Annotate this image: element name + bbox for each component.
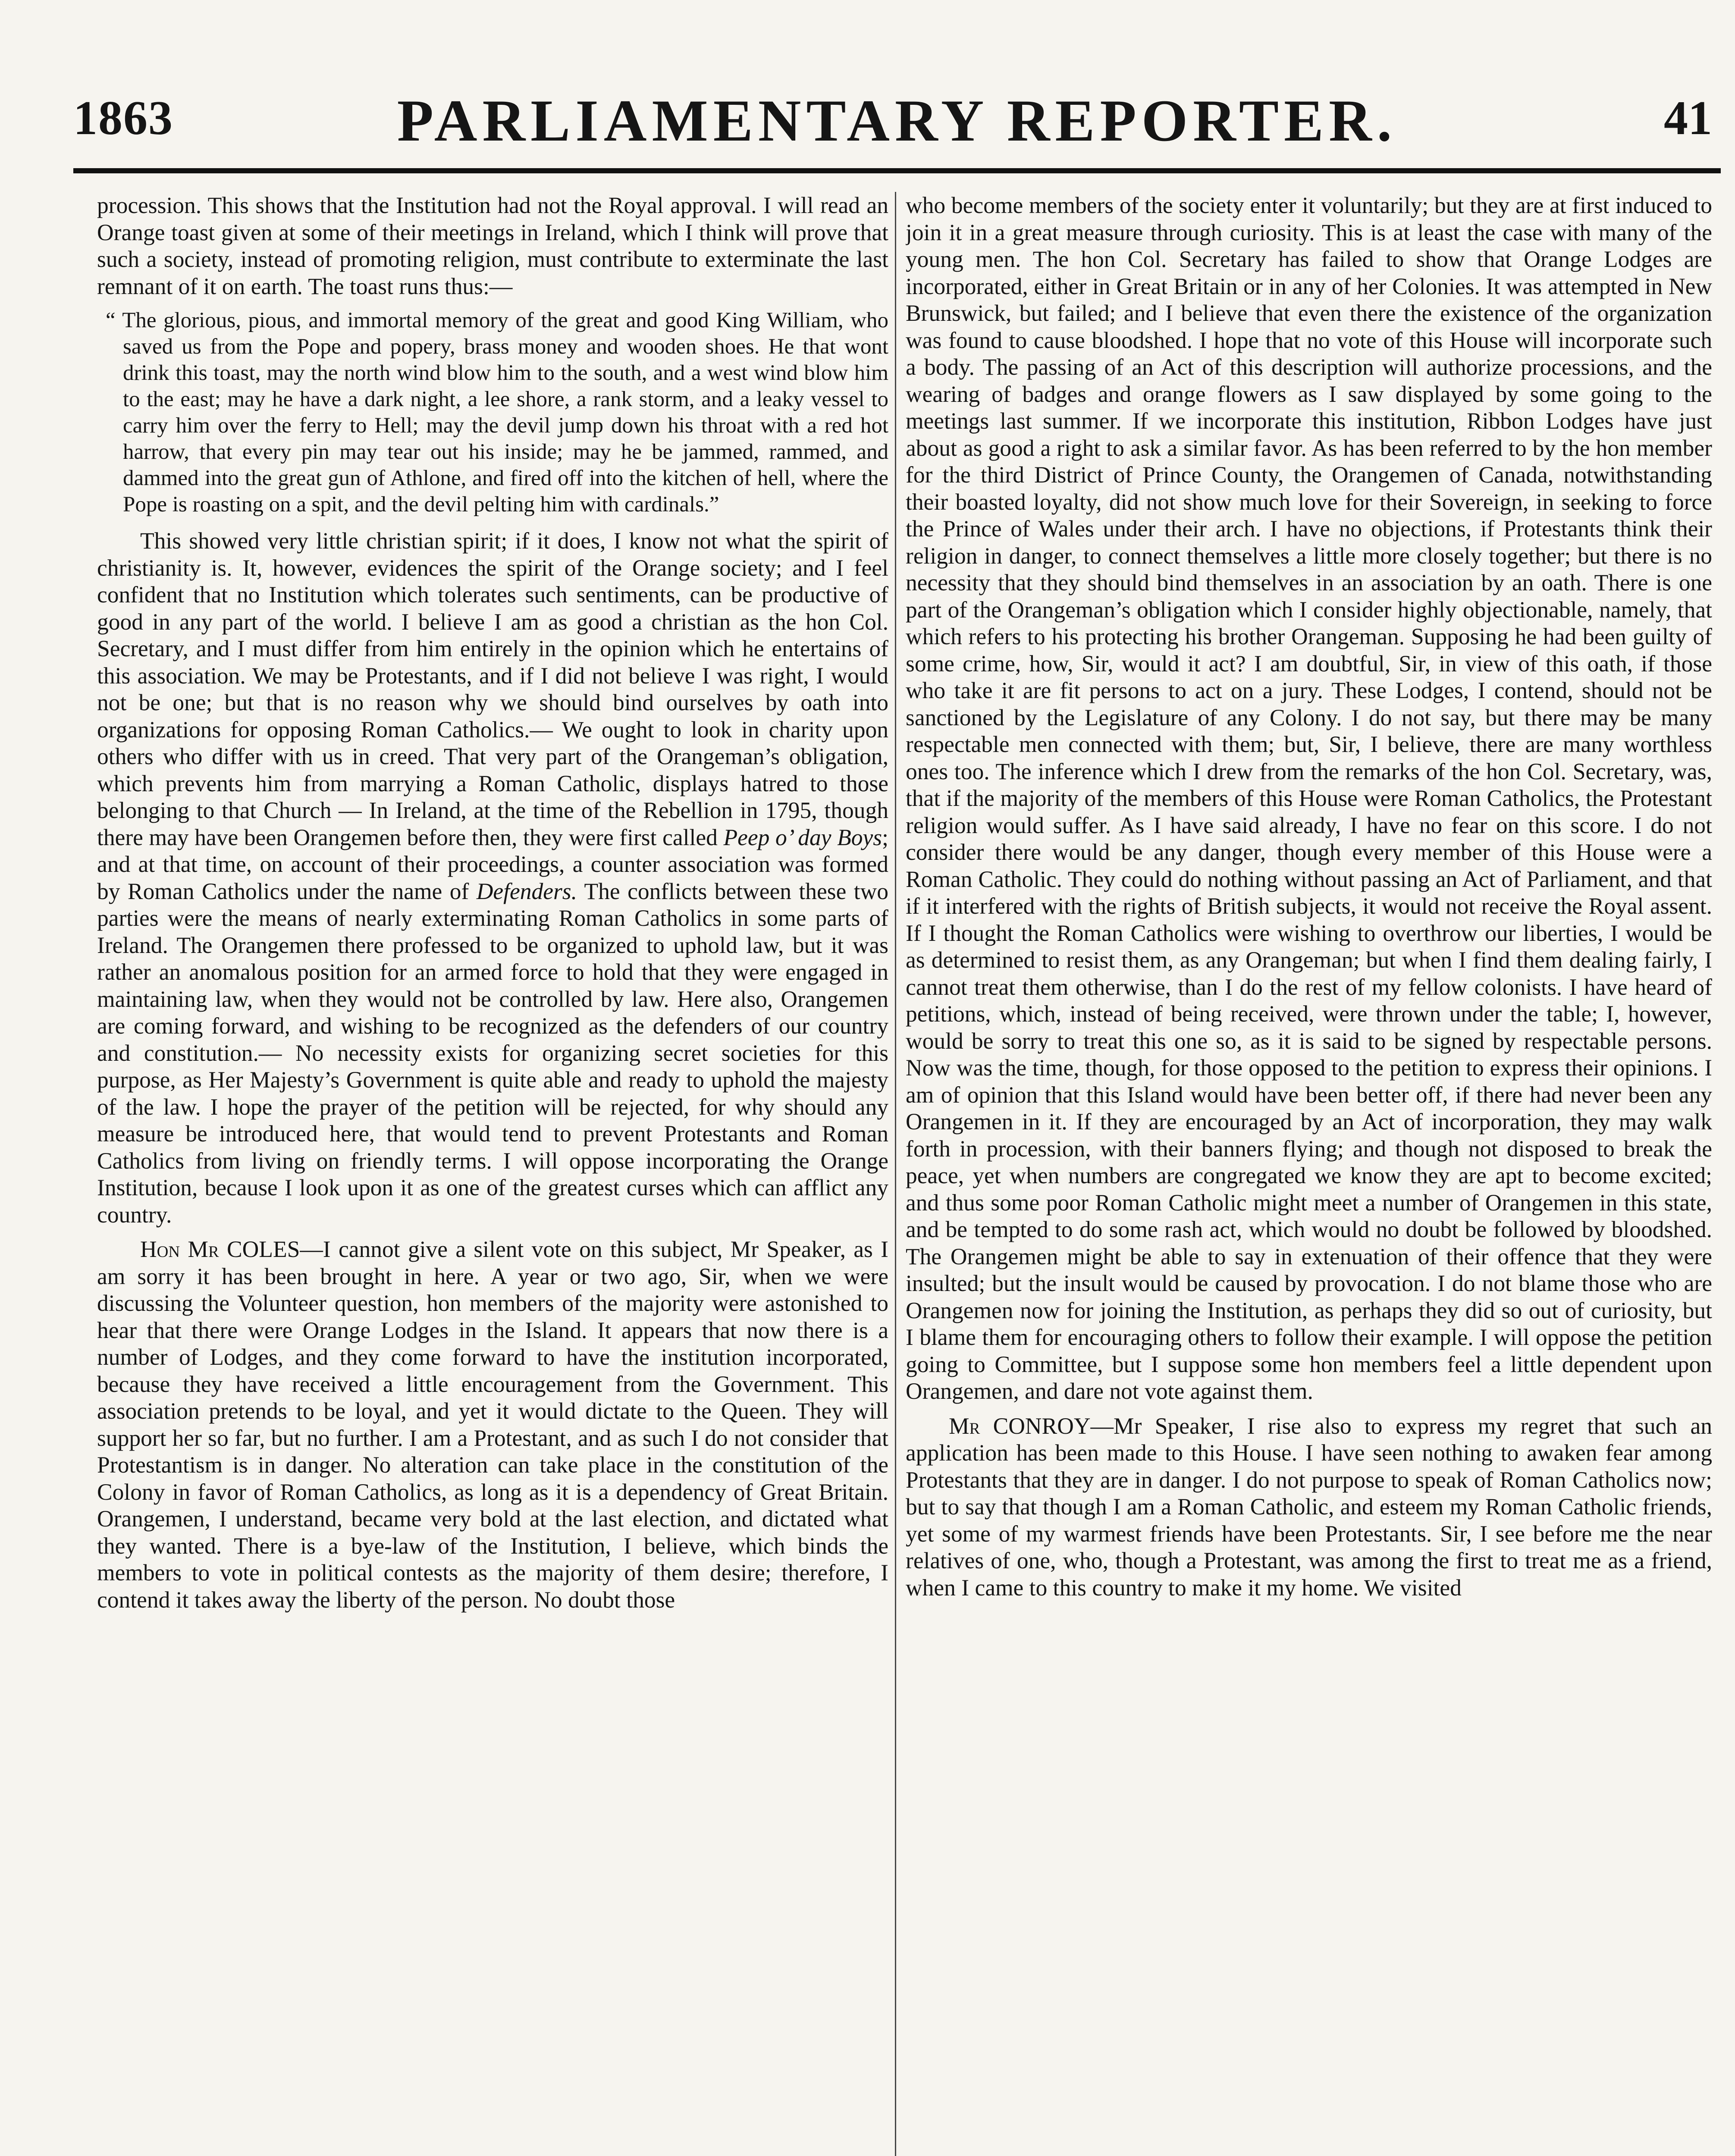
paragraph (97, 1236, 888, 1613)
header-title: PARLIAMENTARY REPORTER. (397, 88, 1397, 154)
left-column (97, 192, 888, 2156)
text-run: —Mr Speaker, I rise also to express my regret that such an application has been made to this House. I have seen nothing to awaken fear among Protestants that they are in danger. I do not purpose to speak of Roman Catholics now; but to say that though I am a Roman Catholic, and esteem my Roman Catholic friends, yet some of my warmest friends have been Protestants. Sir, I see before me the near relatives of one, who, though a Protestant, was among the first to treat me as a friend, when I came to this country to make it my home. We visited (906, 1413, 1712, 1601)
speaker-name: Hon Mr COLES (140, 1236, 300, 1262)
orange-toast-quote: “ The glorious, pious, and immortal memory of the great and good King William, who saved us from the Pope and popery, brass money and wooden shoes. He that wont drink this toast, may the north wind blow him to the south, and a west wind blow him to the east; may he have a dark night, a lee shore, a rank storm, and a leaky vessel to carry him over the ferry to Hell; may the devil jump down his throat with a red hot harrow, that every pin may tear out his inside; may he be jammed, rammed, and dammed into the great gun of Athlone, and fired off into the kitchen of hell, where the Pope is roasting on a spit, and the devil pelting him with cardinals.” (106, 308, 888, 517)
header-year: 1863 (73, 91, 173, 145)
text-run: ; and at that time, on account of their proceedings, a counter association was formed by Roman Catholics under the name of (97, 824, 888, 904)
page-header (73, 82, 1721, 185)
paragraph: who become members of the society enter it voluntarily; but they are at first induced to join it in a great measure through curiosity. This is at least the case with many of the young men. The hon Col. Secretary has failed to show that Orange Lodges are incorporated, either in Great Britain or in any of her Colonies. It was attempted in New Brunswick, but failed; and I believe that even there the existence of the organization was found to cause bloodshed. I hope that no vote of this House will incorporate such a body. The passing of an Act of this description will authorize processions, and the wearing of badges and orange flowers as I saw displayed by some going to the meetings last summer. If we incorporate this institution, Ribbon Lodges have just about as good a right to ask a similar favor. As has been referred to by the hon member for the third District of Prince County, the Orangemen of Canada, notwithstanding their boasted loyalty, did not show much love for their Sovereign, in seeking to force the Prince of Wales under their arch. I have no objections, if Protestants think their religion in danger, to connect themselves a little more closely together; but there is no necessity that they should bind themselves in an association by an oath. There is one part of the Orangeman’s obligation which I consider highly objectionable, namely, that which refers to his protecting his brother Orangeman. Supposing he had been guilty of some crime, how, Sir, would it act? I am doubtful, Sir, in view of this oath, if those who take it are fit persons to act on a jury. These Lodges, I contend, should not be sanctioned by the Legislature of any Colony. I do not say, but there may be many respectable men connected with them; but, Sir, I believe, there are many worthless ones too. The inference which I drew from the remarks of the hon Col. Secretary, was, that if the majority of the members of this House were Roman Catholics, the Protestant religion would suffer. As I have said already, I have no fear on this score. I do not consider there would be any danger, though every member of this House were a Roman Catholic. They could do nothing without passing an Act of Parliament, and that if it interfered with the rights of British subjects, it would not receive the Royal assent. If I thought the Roman Catholics were wishing to overthrow our liberties, I would be as determined to resist them, as any Orangeman; but when I find them dealing fairly, I cannot treat them otherwise, than I do the rest of my fellow colonists. I have heard of petitions, which, instead of being received, were thrown under the table; I, however, would be sorry to treat this one so, as it is said to be signed by respectable persons. Now was the time, though, for those opposed to the petition to express their opinions. I am of opinion that this Island would have been better off, if there had never been any Orangemen in it. If they are encouraged by an Act of incorporation, they may walk forth in procession, with their banners flying; and though not disposed to break the peace, yet when numbers are congregated we know they are apt to become excited; and thus some poor Roman Catholic might meet a number of Orangemen in this state, and be tempted to do some rash act, which would no doubt be followed by bloodshed. The Orangemen might be able to say in extenuation of their offence that they were insulted; but the insult would be caused by provocation. I do not blame those who are Orangemen now for joining the Institution, as perhaps they did so out of curiosity, but I blame them for encouraging others to follow their example. I will oppose the petition going to Committee, but I suppose some hon members feel a little dependent upon Orangemen, and dare not vote against them. (906, 192, 1712, 1404)
speaker-name: Mr CONROY (949, 1413, 1091, 1439)
header-page-number: 41 (1664, 91, 1712, 145)
italic-term: Defenders. (476, 878, 577, 904)
right-column (906, 192, 1712, 2156)
paragraph: procession. This shows that the Institution had not the Royal approval. I will read an Orange toast given at some of their meetings in Ireland, which I think will prove that such a society, instead of promoting religion, must contribute to exterminate the last remnant of it on earth. The toast runs thus:— (97, 192, 888, 299)
text-run: The conflicts between these two parties were the means of nearly exterminating Roman Catholics in some parts of Ireland. The Orangemen there professed to be organized to uphold law, but it was rather an anomalous position for an armed force to hold that they were engaged in maintaining law, when they would not be controlled by law. Here also, Orangemen are coming forward, and wishing to be recognized as the defenders of our country and constitution.— No necessity exists for organizing secret societies for this purpose, as Her Majesty’s Government is quite able and ready to uphold the majesty of the law. I hope the prayer of the petition will be rejected, for why should any measure be introduced here, that would tend to prevent Protestants and Roman Catholics from living on friendly terms. I will oppose incorporating the Orange Institution, because I look upon it as one of the greatest curses which can afflict any country. (97, 878, 888, 1228)
header-rule (73, 168, 1721, 173)
italic-term: Peep o’ day Boys (723, 824, 882, 850)
column-divider (895, 192, 896, 2156)
text-run: —I cannot give a silent vote on this subject, Mr Speaker, as I am sorry it has been brought in here. A year or two ago, Sir, when we were discussing the Volunteer question, hon members of the majority were astonished to hear that there were Orange Lodges in the Island. It appears that now there is a number of Lodges, and they come forward to have the institution incorporated, because they have received a little encouragement from the Government. This association pretends to be loyal, and yet it would dictate to the Queen. They will support her so far, but no further. I am a Protestant, and as such I do not consider that Protestantism is in danger. No alteration can take place in the constitution of the Colony in favor of Roman Catholics, as long as it is a dependency of Great Britain. Orangemen, I understand, became very bold at the last election, and dictated what they wanted. There is a bye-law of the Institution, I believe, which binds the members to vote in political contests as the majority of them desire; therefore, I contend it takes away the liberty of the person. No doubt those (97, 1236, 888, 1613)
paragraph (906, 1413, 1712, 1601)
text-run: This showed very little christian spirit; if it does, I know not what the spirit of christianity is. It, however, evidences the spirit of the Orange society; and I feel confident that no Institution which tolerates such sentiments, can be productive of good in any part of the world. I believe I am as good a christian as the hon Col. Secretary, and I must differ from him entirely in the opinion which he entertains of this association. We may be Protestants, and if I did not believe I was right, I would not be one; but that is no reason why we should bind ourselves by oath into organizations for opposing Roman Catholics.— We ought to look in charity upon others who differ with us in creed. That very part of the Orangeman’s obligation, which prevents him from marrying a Roman Catholic, displays hatred to those belonging to that Church — In Ireland, at the time of the Rebellion in 1795, though there may have been Orangemen before then, they were first called (97, 528, 888, 850)
paragraph (97, 527, 888, 1228)
